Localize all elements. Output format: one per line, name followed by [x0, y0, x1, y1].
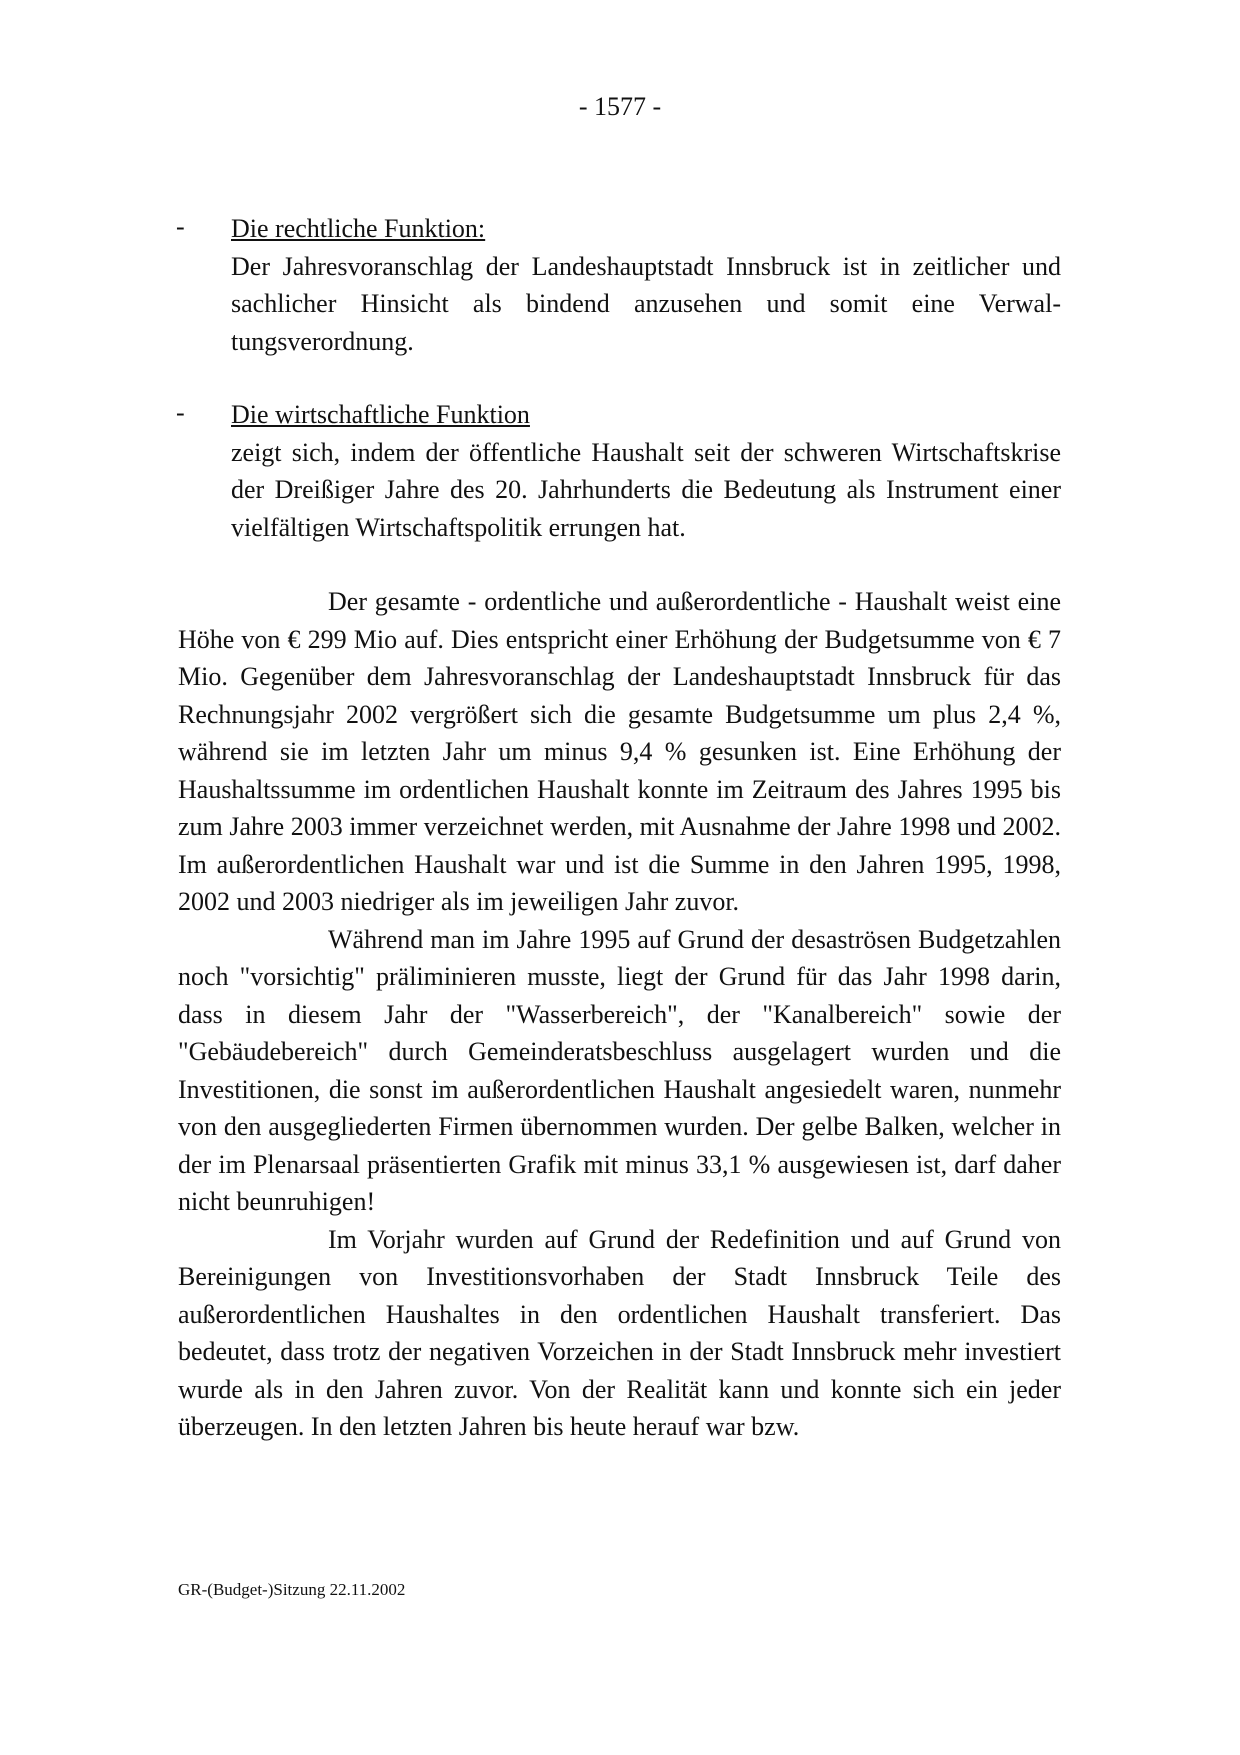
list-item-legal-function — [231, 210, 1061, 360]
list-bullet: - — [176, 212, 185, 241]
list-item-text: zeigt sich, indem der öffentliche Haushalt seit der schweren Wirtschaftskrise der Dreißiger Jahre des 20. Jahrhunderts die Bedeutung als Instrument einer vielfältigen Wirtschaftspolitik errungen hat. — [231, 437, 1061, 542]
paragraph: Der gesamte - ordentliche und außerordentliche - Haushalt weist eine Höhe von € 299 Mio auf. Dies entspricht einer Erhöhung der Budgetsumme von € 7 Mio. Gegenüber dem Jahresvoranschlag der Landeshauptstadt Innsbruck für das Rechnungsjahr 2002 vergrößert sich die gesamte Budgetsumme um plus 2,4 %, während sie im letzten Jahr um minus 9,4 % gesunken ist. Eine Erhöhung der Haushaltssumme im ordentlichen Haushalt konnte im Zeitraum des Jahres 1995 bis zum Jahre 2003 immer verzeichnet werden, mit Ausnahme der Jahre 1998 und 2002. Im außerordentlichen Haushalt war und ist die Summe in den Jahren 1995, 1998, 2002 und 2003 niedriger als im jeweiligen Jahr zuvor. — [178, 587, 1061, 916]
paragraph: Während man im Jahre 1995 auf Grund der desaströsen Budgetzahlen noch "vorsichtig" präliminieren musste, liegt der Grund für das Jahr 1998 darin, dass in diesem Jahr der "Wasserbereich", der "Kanalbereich" sowie der "Gebäudebereich" durch Gemeinderatsbeschluss ausgelagert wurden und die Investitionen, die sonst im außerordentlichen Haushalt angesiedelt waren, nunmehr von den ausgegliederten Firmen übernommen wurden. Der gelbe Balken, welcher in der im Plenarsaal präsentierten Grafik mit minus 33,1 % ausgewiesen ist, darf daher nicht beunruhigen! — [178, 924, 1061, 1216]
page-number: - 1577 - — [578, 92, 662, 121]
list-bullet: - — [176, 398, 185, 427]
list-item-text: Der Jahresvoranschlag der Landeshauptstadt Innsbruck ist in zeitlicher und sachlicher Hinsicht als bindend anzusehen und somit eine Verwaltungsverordnung. — [231, 251, 1061, 356]
body-text — [178, 583, 1061, 1446]
list-item-economic-function — [231, 396, 1061, 546]
paragraph: Im Vorjahr wurden auf Grund der Redefinition und auf Grund von Bereinigungen von Investitionsvorhaben der Stadt Innsbruck Teile des außerordentlichen Haushaltes in den ordentlichen Haushalt transferiert. Das bedeutet, dass trotz der negativen Vorzeichen in der Stadt Innsbruck mehr investiert wurde als in den Jahren zuvor. Von der Realität kann und konnte sich ein jeder überzeugen. In den letzten Jahren bis heute herauf war bzw. — [178, 1224, 1061, 1441]
list-item-heading: Die rechtliche Funktion: — [231, 214, 486, 243]
list-item-heading: Die wirtschaftliche Funktion — [231, 400, 530, 429]
footer-session-info: GR-(Budget-)Sitzung 22.11.2002 — [178, 1580, 406, 1599]
